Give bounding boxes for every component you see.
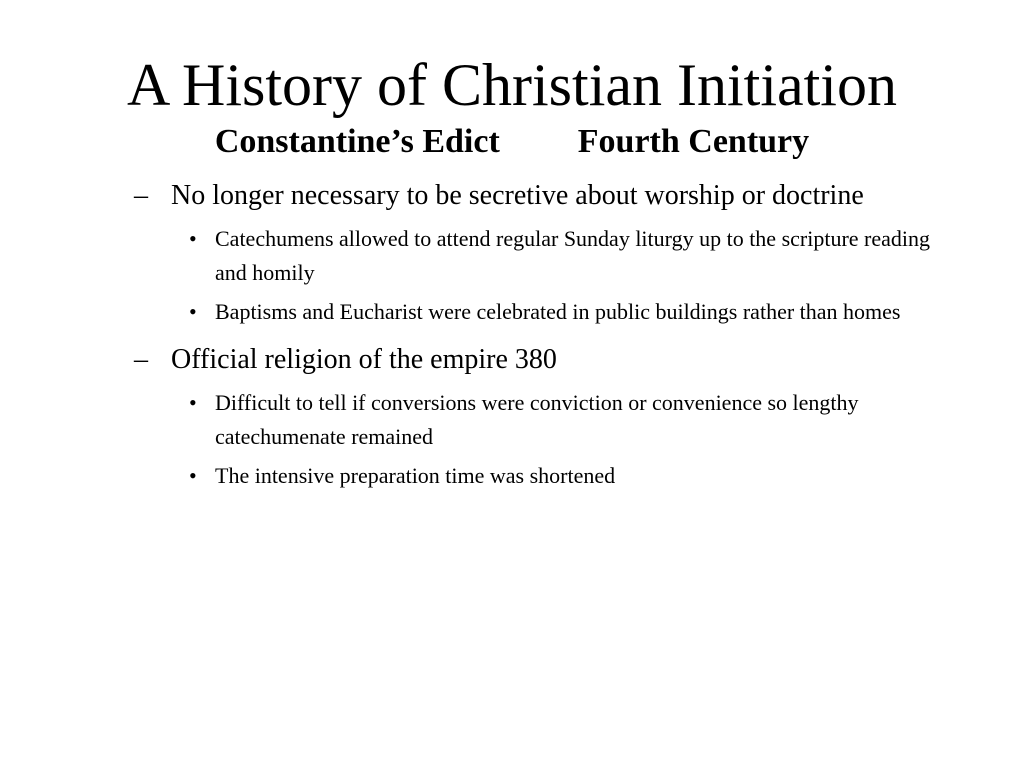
bullet-text: Catechumens allowed to attend regular Sunday liturgy up to the scripture reading and homily (215, 226, 931, 285)
sub-bullet (181, 295, 935, 329)
bullet-marker: • (189, 463, 197, 488)
slide-body (134, 175, 934, 498)
section-point (134, 175, 934, 216)
bullet-text: Baptisms and Eucharist were celebrated in public buildings rather than homes (215, 299, 901, 324)
dash-marker: – (134, 180, 148, 211)
section-text: Official religion of the empire 380 (171, 344, 557, 375)
subtitle-topic: Constantine’s Edict (214, 123, 500, 160)
slide-title: A History of Christian Initiation (127, 52, 897, 118)
slide-subtitle (0, 122, 1024, 162)
sub-bullet (181, 222, 935, 290)
section-point (134, 339, 934, 380)
bullet-marker: • (189, 299, 197, 324)
section-text: No longer necessary to be secretive about worship or doctrine (171, 180, 864, 211)
bullet-text: Difficult to tell if conversions were conviction or convenience so lengthy catechumenate remained (215, 390, 859, 449)
bullet-text: The intensive preparation time was shortened (215, 463, 616, 488)
sub-bullet (181, 386, 935, 454)
dash-marker: – (134, 344, 148, 375)
bullet-marker: • (189, 390, 197, 415)
sub-bullet (181, 459, 935, 493)
subtitle-period: Fourth Century (577, 123, 810, 160)
bullet-marker: • (189, 226, 197, 251)
